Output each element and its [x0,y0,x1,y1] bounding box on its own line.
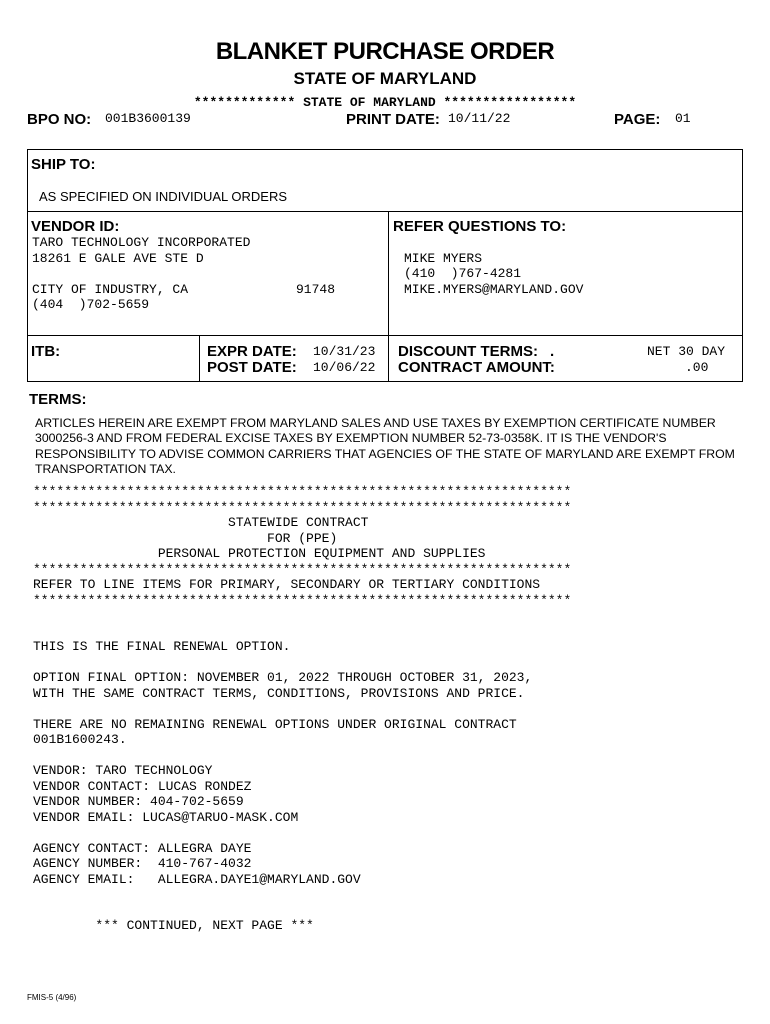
note-line: AGENCY NUMBER: 410-767-4032 [33,856,252,871]
refer-questions-label: REFER QUESTIONS TO: [393,218,567,235]
document-title: BLANKET PURCHASE ORDER [215,38,555,65]
vendor-questions-divider [388,211,389,382]
note-line [33,748,571,764]
note-line [33,608,571,624]
note-line: OPTION FINAL OPTION: NOVEMBER 01, 2022 THROUGH OCTOBER 31, 2023, [33,670,533,685]
vendor-city: CITY OF INDUSTRY, CA [32,282,189,297]
contact-phone: (410 )767-4281 [404,266,522,281]
note-line: ********************************************************************* [33,592,572,608]
expr-date-label: EXPR DATE: [207,343,297,360]
vendor-id-label: VENDOR ID: [31,218,120,235]
note-line: WITH THE SAME CONTRACT TERMS, CONDITIONS, PROVISIONS AND PRICE. [33,685,525,701]
note-line: *** CONTINUED, NEXT PAGE *** [33,918,314,933]
bpo-number-label: BPO NO: [27,111,92,128]
post-date-label: POST DATE: [207,359,297,376]
note-line: VENDOR CONTACT: LUCAS RONDEZ [33,778,252,794]
ship-to-divider [27,211,743,212]
vendor-zip: 91748 [296,282,336,297]
note-line: ********************************************************************* [33,484,572,499]
ship-to-value: AS SPECIFIED ON INDIVIDUAL ORDERS [39,189,288,204]
itb-label: ITB: [31,343,61,360]
print-date-label: PRINT DATE: [346,111,440,128]
note-line [33,825,571,841]
details-divider [27,335,743,336]
note-line: VENDOR EMAIL: LUCAS@TARUO-MASK.COM [33,809,299,825]
discount-terms-dot: . [550,343,555,360]
form-id: FMIS-5 (4/96) [27,993,77,1002]
header-banner: ************* STATE OF MARYLAND ***************** [193,95,577,110]
vendor-address: 18261 E GALE AVE STE D [32,251,204,266]
bpo-number-value: 001B3600139 [105,111,191,126]
expr-date-value: 10/31/23 [313,344,376,359]
vendor-phone: (404 )702-5659 [32,297,150,312]
note-line: VENDOR NUMBER: 404-702-5659 [33,794,244,809]
print-date-value: 10/11/22 [448,111,511,126]
contract-notes [33,484,571,934]
note-line: STATEWIDE CONTRACT [33,515,369,530]
note-line: VENDOR: TARO TECHNOLOGY [33,763,213,778]
note-line: ********************************************************************* [33,499,572,515]
contract-amount-value: .00 [685,360,709,375]
contract-amount-label: CONTRACT AMOUNT: [398,359,555,376]
note-line [33,624,571,640]
note-line: REFER TO LINE ITEMS FOR PRIMARY, SECONDARY OR TERTIARY CONDITIONS [33,577,541,592]
note-line: FOR (PPE) [33,530,338,546]
document-subtitle: STATE OF MARYLAND [293,69,477,88]
note-line [33,655,571,671]
note-line [33,887,571,903]
vendor-name: TARO TECHNOLOGY INCORPORATED [32,235,251,250]
page-value: 01 [675,111,691,126]
note-line [33,701,571,717]
ship-to-label: SHIP TO: [31,156,96,173]
terms-text: ARTICLES HEREIN ARE EXEMPT FROM MARYLAND SALES AND USE TAXES BY EXEMPTION CERTIFICATE NUMBER 3000256-3 AND FROM FEDERAL EXCISE TAXES BY EXEMPTION NUMBER 52-73-0358K. IT IS THE VENDOR'S RESPONSIBILITY TO ADVISE COMMON CARRIERS THAT AGENCIES OF THE STATE OF MARYLAND ARE EXEMPT FROM TRANSPORTATION TAX. [35,416,735,476]
contact-email: MIKE.MYERS@MARYLAND.GOV [404,282,584,297]
itb-divider [199,335,200,382]
terms-label: TERMS: [29,391,87,408]
discount-terms-value: NET 30 DAY [647,344,726,359]
note-line [33,903,571,919]
note-line: THERE ARE NO REMAINING RENEWAL OPTIONS UNDER ORIGINAL CONTRACT [33,716,517,732]
note-line: AGENCY CONTACT: ALLEGRA DAYE [33,840,252,856]
note-line: THIS IS THE FINAL RENEWAL OPTION. [33,639,291,654]
note-line: PERSONAL PROTECTION EQUIPMENT AND SUPPLIES [33,546,486,561]
note-line: ********************************************************************* [33,561,572,577]
note-line: 001B1600243. [33,732,127,747]
discount-terms-label: DISCOUNT TERMS: [398,343,538,360]
page-label: PAGE: [614,111,661,128]
note-line: AGENCY EMAIL: ALLEGRA.DAYE1@MARYLAND.GOV [33,871,361,887]
post-date-value: 10/06/22 [313,360,376,375]
contact-name: MIKE MYERS [404,251,483,266]
